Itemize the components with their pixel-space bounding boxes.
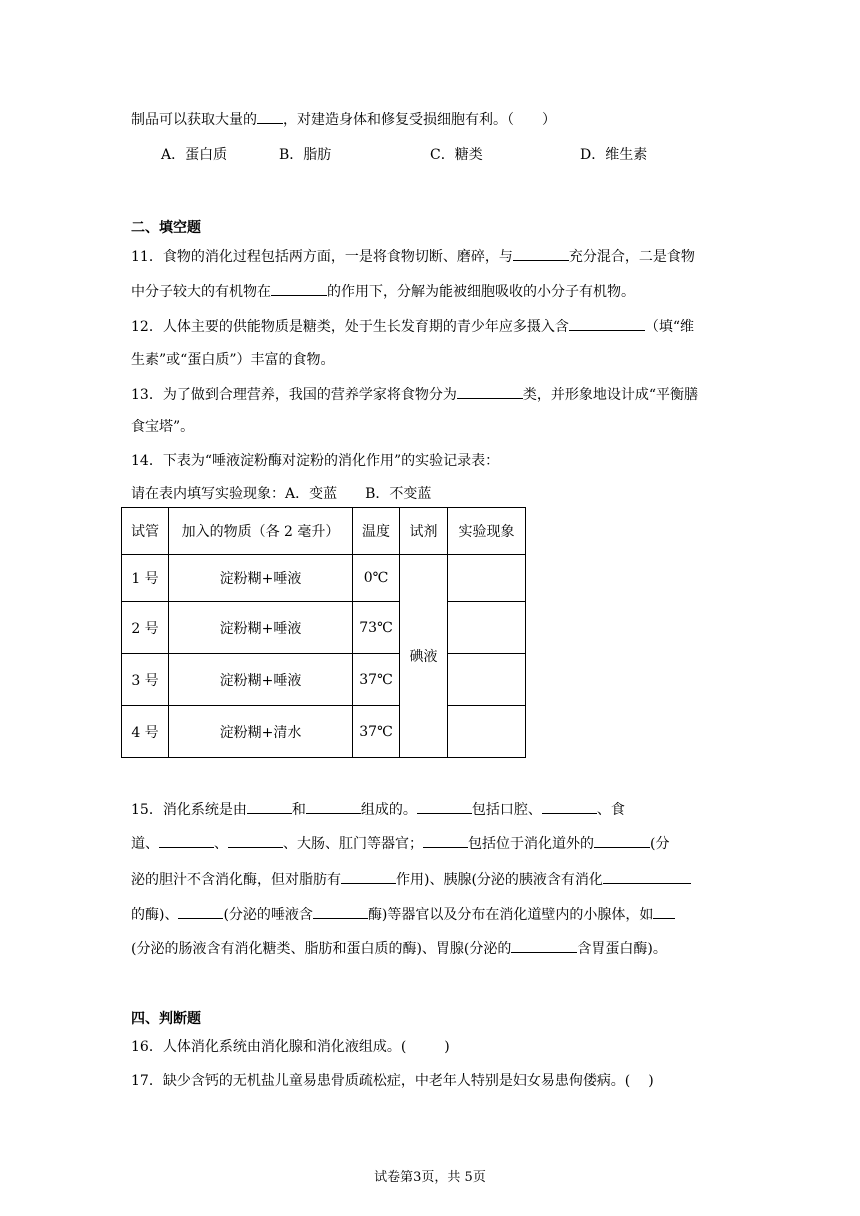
q15-text: 包括口腔、 [471, 802, 542, 818]
q15-text: (分泌的肠液含有消化糖类、脂肪和蛋白质的酶)、胃腺(分泌的 [131, 941, 512, 957]
q15-blank [417, 799, 472, 814]
cell-temperature: 73℃ [353, 602, 400, 654]
cell-result-blank[interactable] [448, 654, 526, 706]
q16-text: ) [444, 1039, 450, 1055]
q15-text: 酶)等器官以及分布在消化道壁内的小腺体，如 [367, 907, 654, 923]
table-row [122, 555, 526, 602]
cell-tube: 1 号 [122, 555, 169, 602]
q13-text-2: 类，并形象地设计成“平衡膳 [522, 387, 698, 403]
q11-blank-1 [513, 246, 569, 261]
q15-blank [306, 799, 361, 814]
q12-line-2: 生素”或“蛋白质”）丰富的食物。 [131, 352, 335, 368]
table-row [122, 706, 526, 758]
q12-text-1: 12．人体主要的供能物质是糖类，处于生长发育期的青少年应多摄入含 [131, 319, 569, 335]
section-title-judgement: 四、判断题 [131, 1011, 201, 1027]
q15-text: 含胃蛋白酶)。 [577, 941, 667, 957]
q11-line-2 [131, 281, 635, 302]
cell-result-blank[interactable] [448, 706, 526, 758]
q16-line [131, 1037, 450, 1057]
q15-line-3 [131, 869, 691, 890]
q15-blank [341, 869, 396, 884]
q15-text: 泌的胆汁不含消化酶，但对脂肪有 [131, 872, 341, 888]
q15-blank [653, 904, 675, 919]
section-title-fill-in: 二、填空题 [131, 220, 201, 236]
cell-substance: 淀粉糊+唾液 [169, 654, 353, 706]
q16-text: 16．人体消化系统由消化腺和消化液组成。( [131, 1039, 407, 1055]
table-header-row [122, 508, 526, 555]
q15-line-2 [131, 833, 669, 854]
q13-blank [457, 384, 523, 399]
q15-text: 和 [291, 802, 306, 818]
q15-blank [423, 833, 468, 848]
table-row [122, 654, 526, 706]
header-temperature: 温度 [353, 508, 400, 555]
q14-line-1: 14．下表为“唾液淀粉酶对淀粉的消化作用”的实验记录表： [131, 453, 500, 469]
q12-blank [569, 316, 645, 331]
experiment-table [121, 507, 526, 758]
cell-result-blank[interactable] [448, 555, 526, 602]
q15-text: 、 [214, 836, 228, 852]
q10-option-b: B．脂肪 [279, 147, 332, 163]
q10-text-1: 制品可以获取大量的 [131, 112, 257, 128]
table-row [122, 602, 526, 654]
q15-blank [511, 938, 577, 953]
q15-blank [313, 904, 368, 919]
q15-text: 15．消化系统是由 [131, 802, 247, 818]
cell-result-blank[interactable] [448, 602, 526, 654]
q10-text-2: ，对建造身体和修复受损细胞有利。（ [283, 112, 514, 128]
q15-line-1 [131, 799, 625, 820]
q15-text: 道、 [131, 836, 159, 852]
q15-text: 的酶)、 [131, 907, 179, 923]
q15-blank [594, 833, 650, 848]
q15-text: 、大肠、肛门等器官； [283, 836, 423, 852]
q11-text-1: 11．食物的消化过程包括两方面，一是将食物切断、磨碎，与 [131, 249, 513, 265]
q13-text-1: 13．为了做到合理营养，我国的营养学家将食物分为 [131, 387, 457, 403]
q13-line-1 [131, 384, 698, 405]
cell-tube: 2 号 [122, 602, 169, 654]
header-result: 实验现象 [448, 508, 526, 555]
q13-line-2: 食宝塔”。 [131, 419, 195, 435]
q15-line-5 [131, 938, 667, 959]
q15-text: 组成的。 [360, 802, 417, 818]
header-tube: 试管 [122, 508, 169, 555]
q11-text-4: 的作用下，分解为能被细胞吸收的小分子有机物。 [327, 284, 635, 300]
q15-blank [247, 799, 292, 814]
q17-text: ) [648, 1073, 654, 1089]
q15-blank [159, 833, 214, 848]
q10-option-d: D．维生素 [580, 147, 648, 163]
cell-tube: 3 号 [122, 654, 169, 706]
q11-line-1 [131, 246, 695, 267]
q15-text: (分泌的唾液含 [223, 907, 313, 923]
q11-text-3: 中分子较大的有机物在 [131, 284, 271, 300]
header-reagent: 试剂 [400, 508, 448, 555]
q10-option-a: A．蛋白质 [161, 147, 228, 163]
cell-temperature: 37℃ [353, 654, 400, 706]
q14-line-2: 请在表内填写实验现象：A．变蓝 B．不变蓝 [131, 486, 432, 502]
cell-reagent: 碘液 [400, 555, 448, 758]
q17-text: 17．缺少含钙的无机盐儿童易患骨质疏松症，中老年人特别是妇女易患佝偻病。( [131, 1073, 631, 1089]
q15-blank [542, 799, 597, 814]
cell-tube: 4 号 [122, 706, 169, 758]
page-footer: 试卷第3页，共 5页 [374, 1170, 486, 1185]
cell-substance: 淀粉糊+唾液 [169, 555, 353, 602]
header-substance: 加入的物质（各 2 毫升） [169, 508, 353, 555]
q10-line [131, 109, 556, 130]
q10-option-c: C．糖类 [430, 147, 483, 163]
q11-text-2: 充分混合，二是食物 [568, 249, 695, 265]
cell-substance: 淀粉糊+唾液 [169, 602, 353, 654]
q15-blank [603, 869, 691, 884]
cell-temperature: 37℃ [353, 706, 400, 758]
q12-text-2: （填“维 [644, 319, 694, 335]
q10-blank [257, 109, 283, 124]
q11-blank-2 [271, 281, 327, 296]
cell-substance: 淀粉糊+清水 [169, 706, 353, 758]
q15-text: 、食 [596, 802, 625, 818]
q15-text: 作用)、胰腺(分泌的胰液含有消化 [396, 872, 603, 888]
q10-text-3: ） [542, 112, 556, 128]
q15-line-4 [131, 904, 675, 925]
cell-temperature: 0℃ [353, 555, 400, 602]
q12-line-1 [131, 316, 694, 337]
q15-text: 包括位于消化道外的 [468, 836, 594, 852]
q15-text: (分 [650, 836, 670, 852]
q15-blank [178, 904, 223, 919]
q17-line [131, 1071, 654, 1091]
q15-blank [228, 833, 283, 848]
